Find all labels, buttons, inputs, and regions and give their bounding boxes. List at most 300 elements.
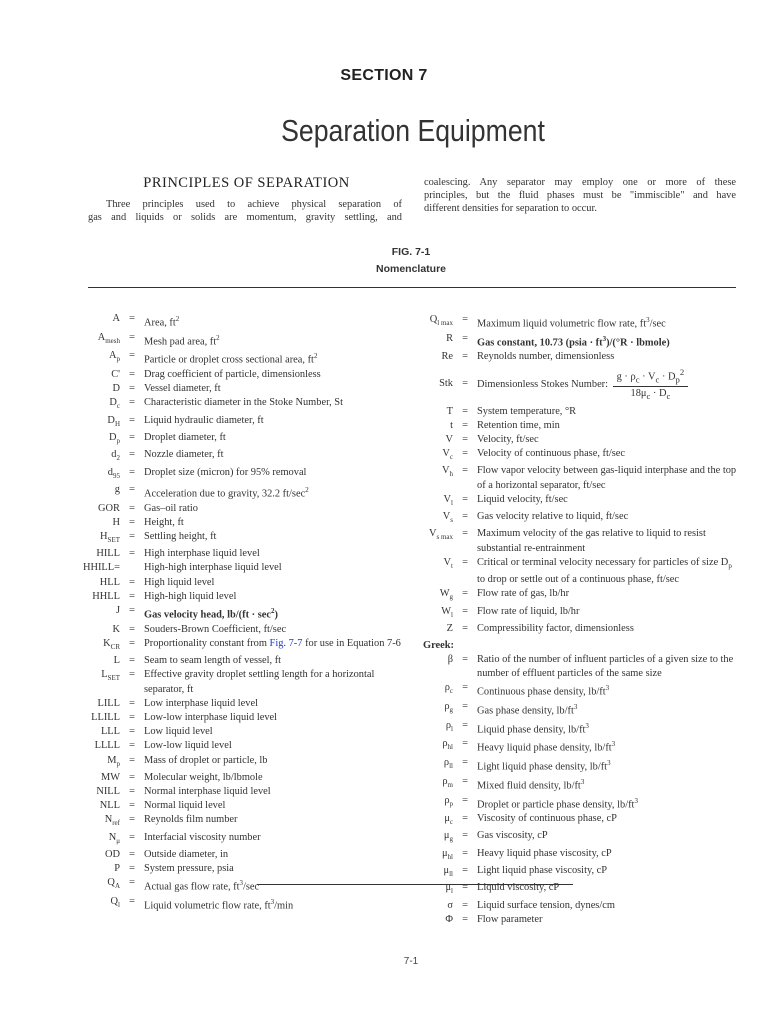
entry-symbol: [80, 561, 120, 575]
symbol-subscript: 95: [113, 471, 120, 480]
symbol-base: N: [108, 831, 117, 843]
entry-definition: [477, 794, 741, 813]
symbol-base: V: [441, 465, 450, 477]
entry-definition: [477, 605, 741, 619]
entry-definition: [477, 622, 741, 636]
definition-tail: to drop or settle out of a continuous phase, ft/sec: [477, 574, 679, 586]
definition-text: Proportionality constant from: [144, 637, 270, 649]
entry-equals: =: [462, 433, 468, 445]
entry-symbol: [80, 502, 120, 516]
entry-equals: =: [462, 794, 468, 806]
definition-text: Gas velocity relative to liquid, ft/sec: [477, 511, 629, 523]
entry-symbol: [80, 654, 120, 668]
entry-definition: [477, 587, 741, 601]
entry-symbol: [405, 794, 453, 811]
entry-symbol: [80, 483, 120, 497]
symbol-base: D: [107, 414, 115, 426]
symbol-subscript: ll: [449, 762, 453, 771]
definition-text: Souders-Brown Coefficient, ft/sec: [144, 623, 287, 635]
symbol-base: μ: [441, 847, 448, 859]
definition-text: Heavy liquid phase density, lb/ft: [477, 742, 612, 754]
entry-symbol: [80, 414, 120, 431]
entry-equals: =: [129, 414, 135, 426]
entry-equals: =: [462, 757, 468, 769]
entry-symbol: [80, 530, 120, 547]
definition-text: Liquid surface tension, dynes/cm: [477, 899, 615, 911]
symbol-base: LLILL: [91, 711, 120, 723]
definition-text: Acceleration due to gravity, 32.2 ft/sec: [144, 488, 306, 500]
definition-superscript: 3: [605, 684, 610, 693]
entry-symbol: [405, 464, 453, 481]
symbol-base: W: [439, 588, 450, 600]
definition-text: Gas velocity head, lb/(ft · sec: [144, 609, 271, 621]
entry-definition: [477, 313, 741, 332]
entry-equals: =: [129, 313, 135, 324]
definition-superscript: 3: [646, 316, 650, 324]
entry-symbol: [405, 681, 453, 698]
symbol-base: P: [114, 863, 120, 875]
greek-heading: Greek:: [423, 640, 454, 652]
entry-symbol: [405, 493, 453, 510]
definition-superscript: 3: [585, 721, 589, 730]
definition-text: Viscosity of continuous phase, cP: [477, 813, 617, 825]
symbol-base: D: [109, 397, 117, 409]
nomenclature-entry: [80, 754, 410, 771]
entry-equals: =: [462, 701, 468, 713]
definition-text: Liquid viscosity, cP: [477, 882, 560, 894]
symbol-base: C': [111, 369, 120, 381]
definition-text: Molecular weight, lb/lbmole: [144, 771, 263, 783]
symbol-base: ρ: [444, 794, 450, 806]
entry-equals: =: [462, 314, 468, 325]
symbol-base: W: [441, 605, 452, 617]
entry-equals: =: [129, 786, 135, 798]
entry-equals: =: [462, 351, 468, 363]
definition-text: High-high interphase liquid level: [144, 562, 282, 574]
symbol-base: H: [112, 516, 120, 528]
entry-equals: =: [129, 896, 135, 908]
entry-definition: [477, 527, 741, 555]
entry-equals: =: [462, 654, 468, 666]
definition-text: High interphase liquid level: [144, 548, 260, 560]
entry-equals: =: [129, 331, 135, 343]
entry-equals: =: [462, 682, 468, 694]
symbol-subscript: l: [451, 610, 453, 619]
nomenclature-entry: [80, 368, 410, 382]
symbol-base: ρ: [444, 682, 450, 694]
symbol-base: Q: [110, 896, 119, 908]
symbol-base: ρ: [442, 738, 448, 750]
symbol-subscript: m: [447, 780, 453, 789]
entry-equals: =: [129, 449, 135, 461]
definition-text: Heavy liquid phase viscosity, cP: [477, 847, 612, 859]
nomenclature-entry: [405, 587, 741, 604]
symbol-subscript: ll: [449, 870, 453, 879]
entry-symbol: [405, 864, 453, 881]
entry-symbol: [405, 527, 453, 544]
entry-equals: =: [129, 516, 135, 528]
nomenclature-entry: [80, 895, 410, 914]
entry-definition: [144, 431, 410, 445]
nomenclature-entry: [80, 848, 410, 862]
symbol-base: ρ: [442, 775, 448, 787]
symbol-base: σ: [447, 899, 453, 911]
stokes-fraction: [613, 366, 689, 404]
entry-equals: =: [462, 847, 468, 859]
intro-paragraph-left: [88, 198, 402, 224]
nomenclature-right-mid: [405, 405, 741, 637]
symbol-base: L: [113, 655, 120, 667]
entry-equals: =: [129, 754, 135, 766]
entry-definition: [144, 739, 410, 753]
entry-equals: =: [462, 738, 468, 750]
symbol-base: μ: [444, 813, 450, 825]
nomenclature-entry: [405, 756, 741, 775]
entry-definition: [144, 576, 410, 590]
definition-text: Flow parameter: [477, 913, 543, 925]
figure-rule: [88, 287, 736, 288]
entry-definition: [477, 366, 741, 404]
symbol-subscript: h: [449, 470, 453, 479]
nomenclature-entry: [405, 719, 741, 738]
entry-symbol: [405, 756, 453, 773]
definition-text: Interfacial viscosity number: [144, 831, 261, 843]
entry-symbol: [405, 622, 453, 636]
entry-symbol: [80, 604, 120, 618]
bottom-rule: [257, 884, 573, 885]
entry-definition: [144, 876, 410, 895]
definition-text: System pressure, psia: [144, 863, 234, 875]
nomenclature-entry: [80, 312, 410, 331]
entry-equals: =: [129, 466, 135, 478]
nomenclature-entry: [405, 775, 741, 794]
entry-symbol: [405, 605, 453, 622]
entry-definition: [144, 331, 410, 350]
entry-symbol: [80, 831, 120, 848]
symbol-subscript: μ: [116, 836, 120, 845]
symbol-subscript: l: [451, 724, 453, 733]
entry-symbol: [405, 510, 453, 527]
definition-text: Low-low interphase liquid level: [144, 711, 278, 723]
entry-symbol: [80, 349, 120, 366]
entry-equals: =: [129, 740, 135, 752]
entry-symbol: [80, 739, 120, 753]
entry-symbol: [405, 775, 453, 792]
entry-definition: [144, 530, 410, 544]
nomenclature-entry: [80, 576, 410, 590]
nomenclature-entry: [80, 697, 410, 711]
nomenclature-entry: [405, 737, 741, 756]
entry-equals: =: [129, 590, 135, 602]
entry-equals: =: [462, 465, 468, 477]
definition-text: Liquid velocity, ft/sec: [477, 493, 568, 505]
nomenclature-entry: [80, 799, 410, 813]
definition-text: Liquid volumetric flow rate, ft: [144, 900, 271, 912]
definition-tail: for use in Equation 7-6: [302, 637, 401, 649]
definition-text: Reynolds number, dimensionless: [477, 351, 615, 363]
symbol-base: d: [111, 449, 117, 461]
symbol-base: β: [447, 654, 453, 666]
nomenclature-entry: [405, 332, 741, 351]
entry-symbol: [80, 590, 120, 604]
entry-equals: =: [129, 771, 135, 783]
entry-equals: =: [129, 369, 135, 381]
entry-definition: [144, 414, 410, 428]
symbol-subscript: l: [118, 901, 120, 910]
entry-symbol: [80, 637, 120, 654]
entry-definition: [477, 913, 741, 927]
entry-equals: =: [462, 419, 468, 431]
nomenclature-entry: [405, 794, 741, 813]
entry-symbol: [405, 653, 453, 667]
nomenclature-entry: [405, 653, 741, 681]
entry-equals: =: [462, 719, 468, 731]
entry-definition: [144, 813, 410, 827]
nomenclature-entry: [80, 711, 410, 725]
entry-definition: [144, 654, 410, 668]
entry-definition: [144, 697, 410, 711]
symbol-base: Φ: [445, 913, 453, 925]
symbol-base: Z: [446, 622, 453, 634]
nomenclature-entry: [405, 405, 741, 419]
definition-text: Seam to seam length of vessel, ft: [144, 655, 282, 667]
entry-equals: =: [129, 576, 135, 588]
definition-text: Gas–oil ratio: [144, 502, 198, 514]
symbol-base: Q: [107, 877, 115, 889]
entry-symbol: [405, 419, 453, 433]
nomenclature-entry: [80, 561, 410, 575]
entry-equals: =: [129, 483, 135, 495]
symbol-base: D: [112, 383, 120, 395]
entry-definition: [477, 464, 741, 492]
symbol-base: N: [104, 814, 113, 826]
entry-definition: [477, 775, 741, 794]
definition-text: Velocity of continuous phase, ft/sec: [477, 448, 626, 460]
entry-equals: =: [129, 849, 135, 861]
nomenclature-entry: [80, 785, 410, 799]
definition-text: Mesh pad area, ft: [144, 336, 217, 348]
entry-definition: [144, 604, 410, 623]
definition-superscript: 3: [611, 740, 616, 749]
symbol-subscript: g: [449, 706, 453, 715]
definition-superscript: 3: [270, 898, 275, 907]
entry-equals: =: [129, 637, 135, 649]
entry-definition: [477, 433, 741, 447]
nomenclature-entry: [405, 700, 741, 719]
entry-definition: [477, 812, 741, 826]
entry-equals: =: [129, 697, 135, 709]
entry-equals: =: [129, 530, 135, 542]
definition-superscript: 2: [216, 333, 220, 342]
entry-symbol: [405, 913, 453, 927]
nomenclature-entry: [80, 414, 410, 431]
symbol-subscript: p: [116, 355, 120, 364]
definition-tail: )/(°R · lbmole): [606, 337, 670, 349]
nomenclature-entry: [80, 637, 410, 654]
symbol-base: ρ: [445, 719, 452, 731]
symbol-subscript: SET: [107, 535, 120, 544]
definition-text: Vessel diameter, ft: [144, 383, 221, 395]
symbol-base: M: [107, 754, 117, 766]
intro-line: Three principles used to achieve physical separation of: [106, 199, 402, 210]
entry-symbol: [80, 876, 120, 893]
symbol-subscript: c: [116, 402, 120, 411]
nomenclature-entry: [80, 448, 410, 465]
symbol-base: J: [115, 605, 120, 616]
entry-equals: =: [129, 863, 135, 875]
nomenclature-entry: [80, 382, 410, 396]
entry-symbol: [80, 466, 120, 483]
nomenclature-entry: [80, 876, 410, 895]
definition-text: Droplet size (micron) for 95% removal: [144, 466, 307, 478]
entry-symbol: [405, 433, 453, 447]
nomenclature-entry: [405, 829, 741, 846]
symbol-subscript: CR: [110, 642, 120, 651]
entry-definition: [144, 547, 410, 561]
symbol-subscript: p: [449, 799, 453, 808]
intro-line: principles, but the fluid phases must be "immiscible" and have: [424, 190, 736, 202]
symbol-subscript: t: [451, 561, 453, 570]
entry-symbol: [405, 847, 453, 864]
symbol-base: V: [443, 556, 452, 568]
definition-text: Droplet or particle phase density, lb/ft: [477, 798, 635, 810]
nomenclature-entry: [80, 331, 410, 350]
figure-caption: Nomenclature: [375, 263, 447, 275]
symbol-subscript: SET: [107, 674, 120, 683]
nomenclature-left-column: [80, 312, 410, 914]
symbol-subscript: l: [451, 887, 453, 896]
symbol-base: Q: [429, 314, 438, 325]
nomenclature-greek-list: [405, 653, 741, 927]
entry-definition: [144, 711, 410, 725]
definition-text: Height, ft: [144, 516, 184, 528]
symbol-base: ρ: [443, 757, 450, 769]
entry-definition: [144, 312, 410, 331]
entry-equals: =: [462, 493, 468, 505]
entry-symbol: [80, 668, 120, 685]
entry-equals: =: [129, 605, 135, 616]
figure-reference-link[interactable]: Fig. 7-7: [269, 637, 303, 649]
definition-text: Velocity, ft/sec: [477, 433, 539, 445]
definition-text: Gas constant, 10.73 (psia · ft: [477, 337, 603, 349]
entry-equals: =: [462, 913, 468, 925]
entry-equals: =: [129, 397, 135, 409]
entry-symbol: [80, 396, 120, 413]
entry-definition: [144, 771, 410, 785]
symbol-base: μ: [443, 865, 450, 877]
entry-symbol: [80, 799, 120, 813]
definition-superscript: 2: [175, 315, 180, 323]
definition-text: Flow vapor velocity between gas-liquid interphase and the top of a horizontal separator, ft/sec: [477, 465, 737, 491]
definition-subscript: p: [728, 561, 732, 570]
entry-definition: [477, 653, 741, 681]
entry-equals: =: [129, 800, 135, 812]
entry-equals: =: [129, 502, 135, 514]
entry-definition: [144, 831, 410, 845]
entry-definition: [144, 637, 410, 651]
definition-text: Low-low liquid level: [144, 740, 232, 752]
entry-definition: [477, 829, 741, 843]
entry-symbol: [80, 576, 120, 590]
definition-text: Characteristic diameter in the Stoke Number, St: [144, 397, 343, 409]
definition-text: Actual gas flow rate, ft: [144, 881, 240, 893]
nomenclature-entry: [405, 527, 741, 555]
symbol-base: HLL: [99, 576, 120, 588]
definition-tail: /sec: [243, 881, 260, 893]
entry-definition: [144, 349, 410, 368]
entry-definition: [144, 590, 410, 604]
entry-equals: =: [462, 405, 468, 417]
nomenclature-entry: [405, 622, 741, 636]
entry-definition: [144, 382, 410, 396]
nomenclature-entry: [80, 831, 410, 848]
entry-definition: [477, 493, 741, 507]
nomenclature-entry: [80, 668, 410, 696]
entry-definition: [477, 756, 741, 775]
entry-equals: =: [462, 830, 468, 842]
entry-definition: [144, 502, 410, 516]
entry-symbol: [405, 829, 453, 846]
entry-definition: [144, 396, 410, 410]
nomenclature-right-top: [405, 313, 741, 365]
definition-text: Liquid hydraulic diameter, ft: [144, 414, 264, 426]
entry-symbol: [405, 587, 453, 604]
intro-paragraph-right: [424, 176, 736, 216]
nomenclature-entry: [405, 350, 741, 364]
nomenclature-entry: [405, 913, 741, 927]
entry-definition: [477, 556, 741, 587]
nomenclature-entry: [405, 464, 741, 492]
definition-text: Mixed fluid density, lb/ft: [477, 780, 581, 792]
entry-definition: [144, 895, 410, 914]
symbol-base: L: [101, 669, 108, 681]
stokes-numerator: $g \cdot \rho_c \cdot V_c \cdot D_p^2$: [613, 366, 689, 388]
symbol-subscript: g: [449, 835, 453, 844]
entry-definition: [477, 510, 741, 524]
intro-line: coalescing. Any separator may employ one or more of these: [424, 177, 736, 188]
definition-superscript: 2: [313, 352, 318, 361]
nomenclature-entry: [80, 654, 410, 668]
entry-equals: =: [462, 332, 468, 344]
entry-symbol: [80, 848, 120, 862]
stokes-number-entry: [405, 365, 741, 405]
symbol-base: MW: [100, 771, 120, 783]
nomenclature-right-column: [405, 313, 741, 927]
symbol-subscript: c: [449, 818, 453, 827]
symbol-base: A: [97, 331, 106, 343]
entry-equals: =: [462, 605, 468, 617]
symbol-base: HHLL: [92, 590, 120, 602]
definition-text: Light liquid phase viscosity, cP: [477, 865, 608, 877]
entry-definition: [477, 350, 741, 364]
entry-definition: [144, 483, 410, 502]
definition-text: Maximum velocity of the gas relative to liquid to resist substantial re-entrainment: [477, 528, 706, 554]
symbol-base: Re: [441, 351, 453, 363]
entry-symbol: [405, 812, 453, 829]
definition-superscript: 3: [580, 777, 585, 786]
figure-number: FIG. 7-1: [391, 246, 431, 258]
nomenclature-entry: [80, 771, 410, 785]
nomenclature-entry: [80, 349, 410, 368]
entry-equals: =: [462, 622, 468, 634]
entry-symbol: [80, 862, 120, 876]
principles-heading: PRINCIPLES OF SEPARATION: [143, 175, 350, 191]
symbol-base: μ: [443, 830, 450, 842]
entry-symbol: [80, 697, 120, 711]
definition-tail: /min: [274, 900, 294, 912]
entry-equals: =: [129, 726, 135, 738]
symbol-subscript: g: [449, 593, 453, 602]
